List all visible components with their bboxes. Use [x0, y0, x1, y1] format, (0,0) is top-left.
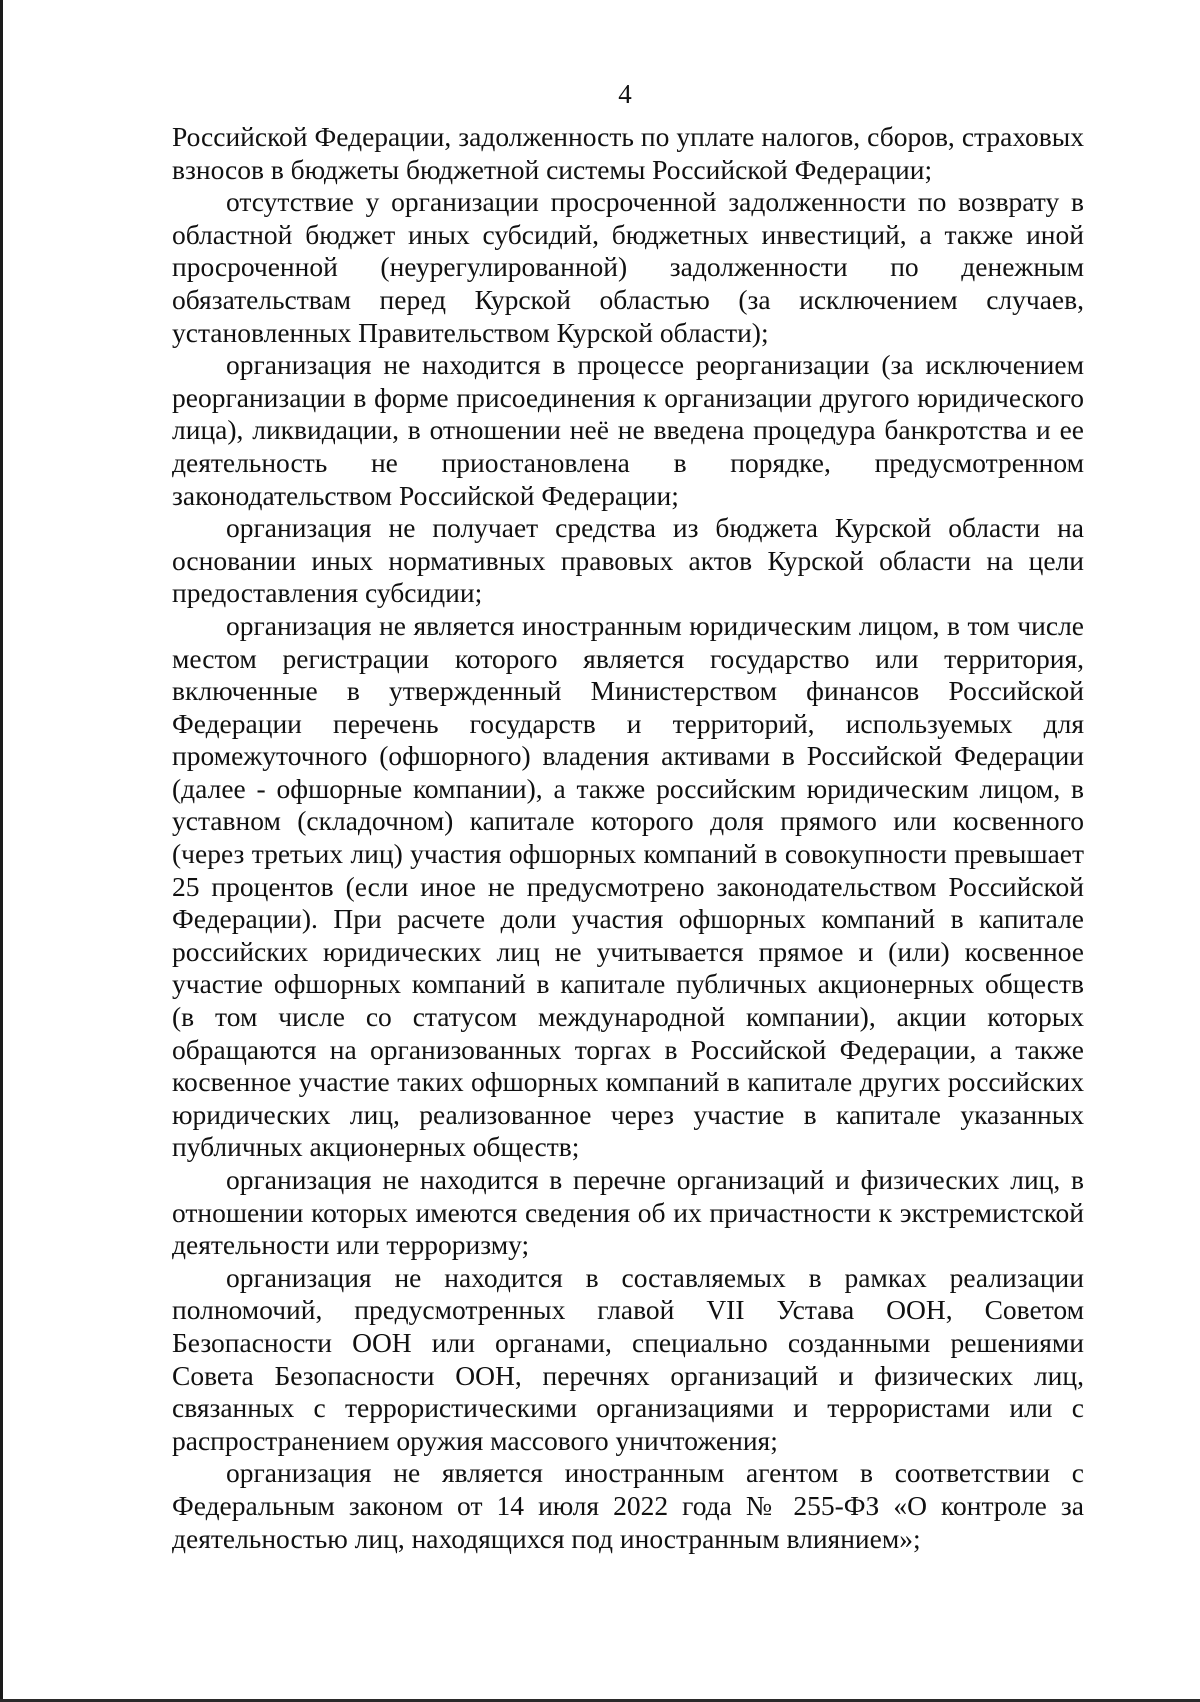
paragraph-tax-debt: Российской Федерации, задолженность по уплате налогов, сборов, страховых взносов в бюджеты бюджетной системы Российской Федерации; [172, 121, 1084, 185]
scan-edge-left [0, 0, 3, 1702]
paragraph-foreign-agent: организация не является иностранным агентом в соответствии с Федеральным законом от 14 июля 2022 года № 255-ФЗ «О контроле за деятельностью лиц, находящихся под иностранным влиянием»; [172, 1457, 1084, 1554]
page-number: 4 [618, 79, 632, 109]
paragraph-extremism-list: организация не находится в перечне организаций и физических лиц, в отношении которых имеются сведения об их причастности к экстремистской деятельности или терроризму; [172, 1164, 1084, 1261]
paragraph-reorganization: организация не находится в процессе реорганизации (за исключением реорганизации в форме присоединения к организации другого юридического лица), ликвидации, в отношении неё не введена процедура банкротства и ее деятельность не приостановлена в порядке, предусмотренном законодательством Российской Федерации; [172, 349, 1084, 511]
paragraph-un-sanctions: организация не находится в составляемых в рамках реализации полномочий, предусмотренных главой VII Устава ООН, Советом Безопасности ООН или органами, специально созданными решениями Совета Безопасности ООН, перечнях организаций и физических лиц, связанных с террористическими организациями и террористами или с распространением оружия массового уничтожения; [172, 1261, 1084, 1456]
paragraph-overdue-debt: отсутствие у организации просроченной задолженности по возврату в областной бюджет иных субсидий, бюджетных инвестиций, а также иной просроченной (неурегулированной) задолженности по денежным обязательствам перед Курской областью (за исключением случаев, установленных Правительством Курской области); [172, 186, 1084, 348]
paragraph-budget-funds: организация не получает средства из бюджета Курской области на основании иных нормативных правовых актов Курской области на цели предоставления субсидии; [172, 512, 1084, 609]
document-body [172, 121, 1084, 1555]
paragraph-offshore: организация не является иностранным юридическим лицом, в том числе местом регистрации которого является государство или территория, включенные в утвержденный Министерством финансов Российской Федерации перечень государств и территорий, используемых для промежуточного (офшорного) владения активами в Российской Федерации (далее - офшорные компании), а также российским юридическим лицом, в уставном (складочном) капитале которого доля прямого или косвенного (через третьих лиц) участия офшорных компаний в совокупности превышает 25 процентов (если иное не предусмотрено законодательством Российской Федерации). При расчете доли участия офшорных компаний в капитале российских юридических лиц не учитывается прямое и (или) косвенное участие офшорных компаний в капитале публичных акционерных обществ (в том числе со статусом международной компании), акции которых обращаются на организованных торгах в Российской Федерации, а также косвенное участие таких офшорных компаний в капитале других российских юридических лиц, реализованное через участие в капитале указанных публичных акционерных обществ; [172, 609, 1084, 1163]
